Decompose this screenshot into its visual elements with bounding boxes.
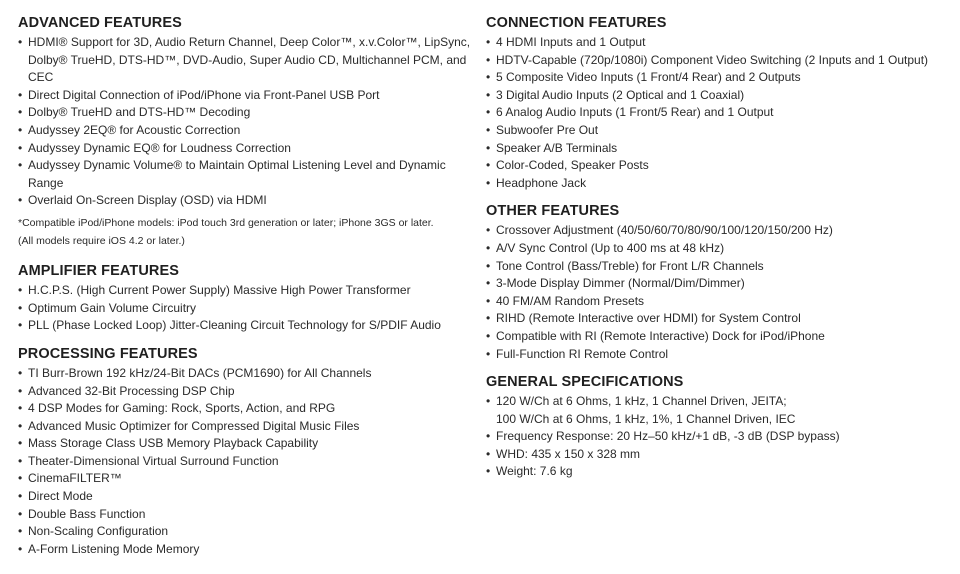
list-item: • HDTV-Capable (720p/1080i) Component Video Switching (2 Inputs and 1 Output) [486, 52, 946, 70]
list-item: • 6 Analog Audio Inputs (1 Front/5 Rear) and 1 Output [486, 104, 946, 122]
right-column [486, 12, 946, 481]
feature-list [18, 34, 473, 210]
list-item: • Audyssey 2EQ® for Acoustic Correction [18, 122, 473, 140]
list-item: • Full-Function RI Remote Control [486, 346, 946, 364]
list-item: • Direct Mode [18, 488, 473, 506]
section-title: CONNECTION FEATURES [486, 15, 667, 31]
list-item: • HDMI® Support for 3D, Audio Return Channel, Deep Color™, x.v.Color™, LipSync, Dolby® TrueHD, DTS-HD™, DVD-Audio, Super Audio CD, Multichannel PCM, and CEC [18, 34, 473, 87]
list-item: • 3 Digital Audio Inputs (2 Optical and 1 Coaxial) [486, 87, 946, 105]
list-item: • A/V Sync Control (Up to 400 ms at 48 kHz) [486, 240, 946, 258]
section-title: ADVANCED FEATURES [18, 15, 182, 31]
list-item: • RIHD (Remote Interactive over HDMI) for System Control [486, 310, 946, 328]
list-item: • 40 FM/AM Random Presets [486, 293, 946, 311]
amplifier-features-section [18, 260, 473, 335]
list-item: • Audyssey Dynamic EQ® for Loudness Correction [18, 140, 473, 158]
left-column [18, 12, 473, 558]
compatibility-note [18, 215, 473, 250]
spec-list [486, 393, 946, 481]
list-item-power-output [486, 393, 946, 428]
connection-features-section [486, 12, 946, 192]
note-line: *Compatible iPod/iPhone models: iPod touch 3rd generation or later; iPhone 3GS or later. [18, 216, 434, 229]
list-item: • Crossover Adjustment (40/50/60/70/80/90/100/120/150/200 Hz) [486, 222, 946, 240]
list-item: • Speaker A/B Terminals [486, 140, 946, 158]
list-item: • Non-Scaling Configuration [18, 523, 473, 541]
power-line: 100 W/Ch at 6 Ohms, 1 kHz, 1%, 1 Channel Driven, IEC [496, 411, 796, 426]
list-item: • Subwoofer Pre Out [486, 122, 946, 140]
advanced-features-section [18, 12, 473, 250]
feature-list [18, 365, 473, 559]
feature-list [486, 34, 946, 192]
section-title: GENERAL SPECIFICATIONS [486, 374, 684, 391]
list-item: • PLL (Phase Locked Loop) Jitter-Cleaning Circuit Technology for S/PDIF Audio [18, 317, 473, 335]
list-item: • Double Bass Function [18, 506, 473, 524]
note-line: (All models require iOS 4.2 or later.) [18, 234, 185, 247]
section-title: AMPLIFIER FEATURES [18, 263, 180, 280]
list-item: • TI Burr-Brown 192 kHz/24-Bit DACs (PCM1690) for All Channels [18, 365, 473, 383]
list-item: • Optimum Gain Volume Circuitry [18, 300, 473, 318]
feature-list [486, 222, 946, 363]
general-specifications-section [486, 371, 946, 481]
list-item: • Advanced 32-Bit Processing DSP Chip [18, 383, 473, 401]
list-item: • WHD: 435 x 150 x 328 mm [486, 446, 946, 464]
list-item: • Audyssey Dynamic Volume® to Maintain Optimal Listening Level and Dynamic Range [18, 157, 473, 192]
list-item: • A-Form Listening Mode Memory [18, 541, 473, 559]
power-line: • 120 W/Ch at 6 Ohms, 1 kHz, 1 Channel Driven, JEITA; [496, 394, 787, 409]
list-item: • Advanced Music Optimizer for Compressed Digital Music Files [18, 418, 473, 436]
list-item: • H.C.P.S. (High Current Power Supply) Massive High Power Transformer [18, 282, 473, 300]
list-item: • Frequency Response: 20 Hz–50 kHz/+1 dB, -3 dB (DSP bypass) [486, 428, 946, 446]
section-title: OTHER FEATURES [486, 203, 620, 220]
list-item: • Theater-Dimensional Virtual Surround Function [18, 453, 473, 471]
feature-list [18, 282, 473, 335]
list-item: • CinemaFILTER™ [18, 470, 473, 488]
list-item: • Direct Digital Connection of iPod/iPhone via Front-Panel USB Port [18, 87, 473, 105]
list-item: • 4 DSP Modes for Gaming: Rock, Sports, Action, and RPG [18, 400, 473, 418]
list-item: • Dolby® TrueHD and DTS-HD™ Decoding [18, 104, 473, 122]
list-item: • Overlaid On-Screen Display (OSD) via HDMI [18, 192, 473, 210]
list-item: • Headphone Jack [486, 175, 946, 193]
list-item: • Compatible with RI (Remote Interactive) Dock for iPod/iPhone [486, 328, 946, 346]
list-item: • 3-Mode Display Dimmer (Normal/Dim/Dimmer) [486, 275, 946, 293]
other-features-section [486, 200, 946, 363]
list-item: • 4 HDMI Inputs and 1 Output [486, 34, 946, 52]
list-item: • Tone Control (Bass/Treble) for Front L/R Channels [486, 258, 946, 276]
processing-features-section [18, 343, 473, 559]
section-title: PROCESSING FEATURES [18, 345, 198, 362]
list-item: • 5 Composite Video Inputs (1 Front/4 Rear) and 2 Outputs [486, 69, 946, 87]
list-item: • Weight: 7.6 kg [486, 463, 946, 481]
list-item: • Mass Storage Class USB Memory Playback Capability [18, 435, 473, 453]
list-item: • Color-Coded, Speaker Posts [486, 157, 946, 175]
